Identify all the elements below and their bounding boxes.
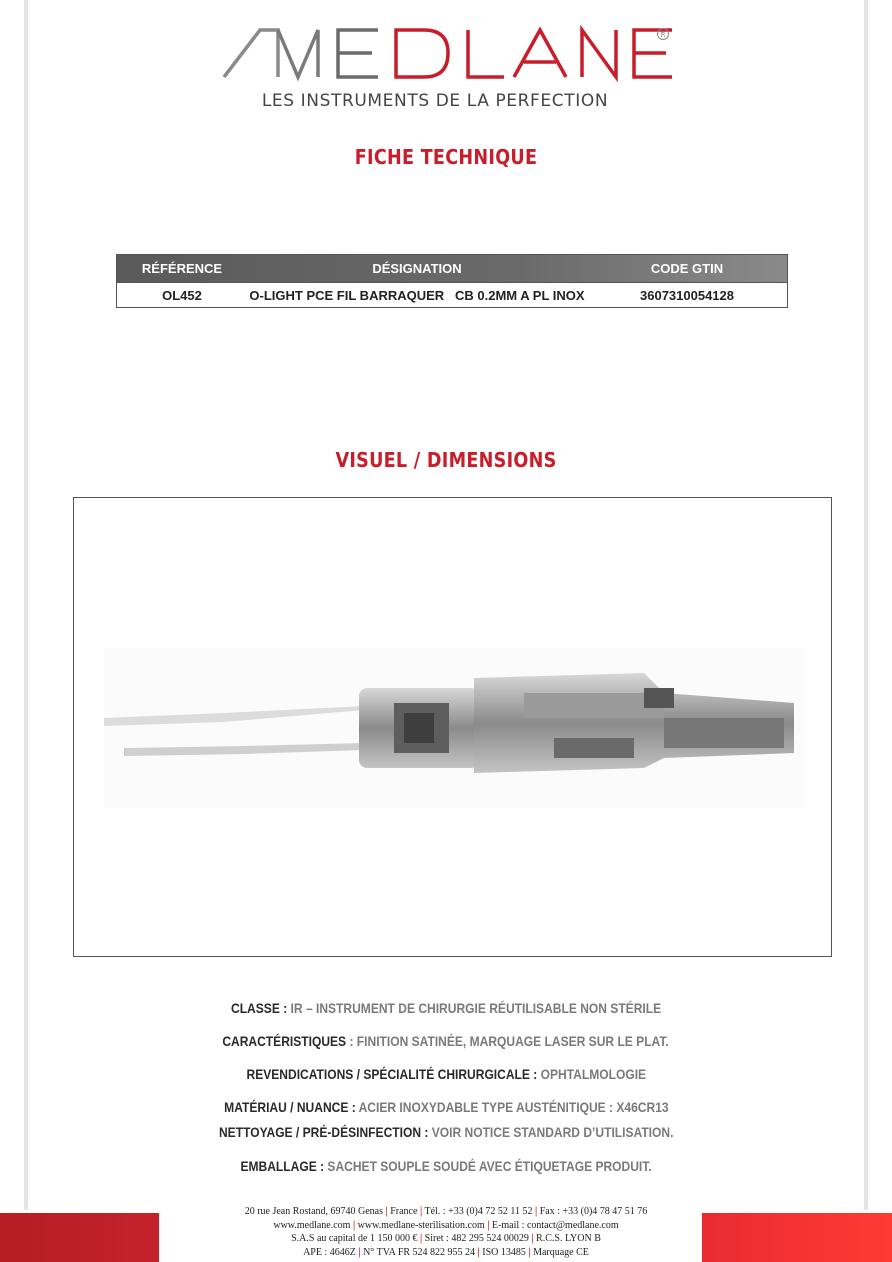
header-reference: RÉFÉRENCE xyxy=(141,261,223,276)
cell-gtin: 3607310054128 xyxy=(640,287,734,303)
spec-nettoyage xyxy=(0,1122,892,1141)
spec-value: ACIER INOXYDABLE TYPE AUSTÉNITIQUE : X46CR13 xyxy=(358,1099,669,1115)
spec-value: OPHTALMOLOGIE xyxy=(540,1066,646,1082)
spec-materiau xyxy=(0,1097,892,1116)
spec-value: : FINITION SATINÉE, MARQUAGE LASER SUR LE PLAT. xyxy=(346,1033,670,1049)
footer-line-company: S.A.S au capital de 1 150 000 € | Siret : 482 295 524 00029 | R.C.S. LYON B xyxy=(291,1233,601,1244)
spec-label: MATÉRIAU / NUANCE : xyxy=(223,1099,359,1115)
footer-line-legal: APE : 4646Z | N° TVA FR 524 822 955 24 | ISO 13485 | Marquage CE xyxy=(303,1246,589,1258)
footer-fax: Fax : +33 (0)4 78 47 51 76 xyxy=(539,1206,648,1217)
cell-designation: O-LIGHT PCE FIL BARRAQUER CB 0.2MM A PL INOX xyxy=(249,287,585,303)
spec-revendications xyxy=(0,1064,892,1083)
footer-contact-info xyxy=(0,1205,892,1259)
footer-capital: S.A.S au capital de 1 150 000 € xyxy=(291,1233,418,1244)
header-gtin: CODE GTIN xyxy=(650,261,724,276)
svg-text:R: R xyxy=(660,31,666,39)
brand-tagline: LES INSTRUMENTS DE LA PERFECTION xyxy=(261,91,609,111)
instrument-image xyxy=(104,648,804,812)
footer-iso: ISO 13485 xyxy=(482,1246,526,1258)
footer-website-link[interactable]: www.medlane.com xyxy=(273,1219,351,1231)
footer-address: 20 rue Jean Rostand, 69740 Genas xyxy=(244,1206,384,1217)
table-row xyxy=(117,282,787,307)
spec-label: NETTOYAGE / PRÉ-DÉSINFECTION : xyxy=(218,1124,432,1140)
spec-label: CARACTÉRISTIQUES xyxy=(222,1033,347,1049)
footer-tva: N° TVA FR 524 822 955 24 xyxy=(363,1246,476,1258)
footer-line-web: www.medlane.com | www.medlane-sterilisation.com | E-mail : contact@medlane.com xyxy=(273,1219,619,1231)
right-margin-rule xyxy=(864,0,868,1210)
table-header-row xyxy=(117,255,787,282)
left-margin-rule xyxy=(24,0,28,1210)
footer-phone: Tél. : +33 (0)4 72 52 11 52 xyxy=(424,1206,533,1217)
footer-line-address: 20 rue Jean Rostand, 69740 Genas | France | Tél. : +33 (0)4 72 52 11 52 | Fax : +33 (0)4 78 47 51 76 xyxy=(244,1206,648,1217)
footer-marquage: Marquage CE xyxy=(533,1246,589,1258)
footer-email-link[interactable]: E-mail : contact@medlane.com xyxy=(491,1219,619,1231)
spec-classe xyxy=(0,998,892,1017)
header-designation: DÉSIGNATION xyxy=(372,261,462,276)
footer-rcs: R.C.S. LYON B xyxy=(536,1233,601,1244)
spec-value: IR – INSTRUMENT DE CHIRURGIE RÉUTILISABLE NON STÉRILE xyxy=(290,1000,662,1016)
footer-country: France xyxy=(390,1206,418,1217)
footer-ape: APE : 4646Z xyxy=(303,1246,356,1258)
reference-table xyxy=(116,254,788,308)
spec-value: SACHET SOUPLE SOUDÉ AVEC ÉTIQUETAGE PRODUIT. xyxy=(327,1158,652,1174)
fiche-technique-title: FICHE TECHNIQUE xyxy=(354,145,538,169)
spec-value: VOIR NOTICE STANDARD D’UTILISATION. xyxy=(431,1124,674,1140)
cell-reference: OL452 xyxy=(162,287,202,303)
visuel-dimensions-title: VISUEL / DIMENSIONS xyxy=(335,448,557,472)
spec-label: CLASSE : xyxy=(230,1000,291,1016)
footer-siret: Siret : 482 295 524 00029 xyxy=(424,1233,529,1244)
footer-sterilisation-link[interactable]: www.medlane-sterilisation.com xyxy=(357,1219,485,1231)
spec-caracteristiques xyxy=(0,1031,892,1050)
spec-emballage xyxy=(0,1156,892,1175)
instrument-image-frame xyxy=(73,497,832,957)
spec-label: EMBALLAGE : xyxy=(240,1158,328,1174)
spec-label: REVENDICATIONS / SPÉCIALITÉ CHIRURGICALE : xyxy=(246,1066,541,1082)
